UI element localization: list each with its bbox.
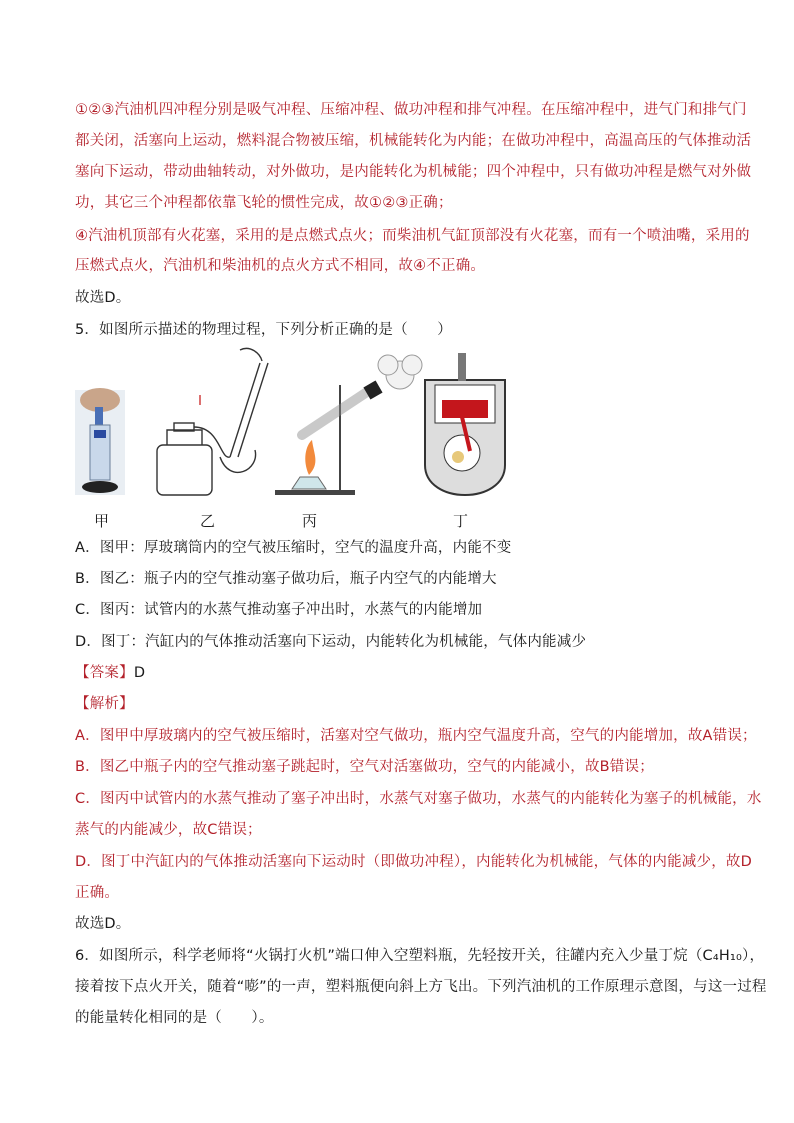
q5-analysis-line: D．图丁中汽缸内的气体推动活塞向下运动时（即做功冲程），内能转化为机械能，气体的内能减少，故D (75, 854, 752, 870)
prev-explanation-line: 功，其它三个冲程都依靠飞轮的惯性完成，故①②③正确； (75, 195, 453, 211)
q5-option-c: C．图丙：试管内的水蒸气推动塞子冲出时，水蒸气的内能增加 (75, 602, 483, 618)
answer-value: D (133, 665, 146, 681)
q5-analysis-line: B．图乙中瓶子内的空气推动塞子跳起时，空气对活塞做功，空气的内能减小，故B错误； (75, 759, 654, 775)
prev-explanation-line: 都关闭，活塞向上运动，燃料混合物被压缩，机械能转化为内能；在做功冲程中，高温高压的气体推动活 (75, 133, 752, 149)
figure-label-yi: 乙 (200, 512, 216, 530)
figure-jia-glass-tube (75, 388, 125, 495)
q5-answer (75, 663, 145, 683)
q5-option-a: A．图甲：厚玻璃筒内的空气被压缩时，空气的温度升高，内能不变 (75, 540, 512, 556)
prev-explanation-line: 塞向下运动，带动曲轴转动，对外做功，是内能转化为机械能；四个冲程中，只有做功冲程是燃气对外做 (75, 164, 752, 180)
prev-explanation-line: ④汽油机顶部有火花塞，采用的是点燃式点火；而柴油机气缸顶部没有火花塞，而有一个喷油嘴，采用的 (75, 228, 750, 244)
q5-conclusion: 故选D。 (75, 916, 131, 932)
prev-conclusion: 故选D。 (75, 290, 131, 306)
q5-analysis-line: 正确。 (75, 885, 120, 901)
prev-explanation-line: 压燃式点火，汽油机和柴油机的点火方式不相同，故④不正确。 (75, 258, 486, 274)
q5-analysis-line: C．图丙中试管内的水蒸气推动了塞子冲出时，水蒸气对塞子做功，水蒸气的内能转化为塞子的机械能，水 (75, 791, 762, 807)
q5-stem: 5．如图所示描述的物理过程，下列分析正确的是（ ） (75, 322, 452, 338)
figure-label-ding: 丁 (453, 512, 469, 530)
q5-analysis-line: 蒸气的内能减少，故C错误； (75, 822, 262, 838)
q5-option-b: B．图乙：瓶子内的空气推动塞子做功后，瓶子内空气的内能增大 (75, 571, 497, 587)
figure-bing-test-tube (275, 355, 422, 495)
q6-stem-line: 的能量转化相同的是（ ）。 (75, 1010, 274, 1026)
prev-explanation-line: ①②③汽油机四冲程分别是吸气冲程、压缩冲程、做功冲程和排气冲程。在压缩冲程中，进气门和排气门 (75, 102, 747, 118)
analysis-tag: 【解析】 (75, 696, 134, 712)
figure-ding-engine-cylinder (425, 353, 505, 495)
q6-stem-line: 6．如图所示，科学老师将“火锅打火机”端口伸入空塑料瓶，先轻按开关，往罐内充入少量丁烷（C₄H₁₀）， (75, 948, 765, 964)
figure-yi-bottle-pump (157, 348, 268, 495)
q5-figure (70, 345, 510, 535)
answer-tag: 【答案】 (75, 665, 134, 681)
q5-option-d: D．图丁：汽缸内的气体推动活塞向下运动，内能转化为机械能，气体内能减少 (75, 634, 587, 650)
figure-label-bing: 丙 (302, 512, 318, 530)
q6-stem-line: 接着按下点火开关，随着“嘭”的一声，塑料瓶便向斜上方飞出。下列汽油机的工作原理示意图，与这一过程 (75, 979, 767, 995)
q5-analysis-line: A．图甲中厚玻璃内的空气被压缩时，活塞对空气做功，瓶内空气温度升高，空气的内能增加，故A错误； (75, 728, 757, 744)
figure-label-jia: 甲 (94, 512, 110, 530)
